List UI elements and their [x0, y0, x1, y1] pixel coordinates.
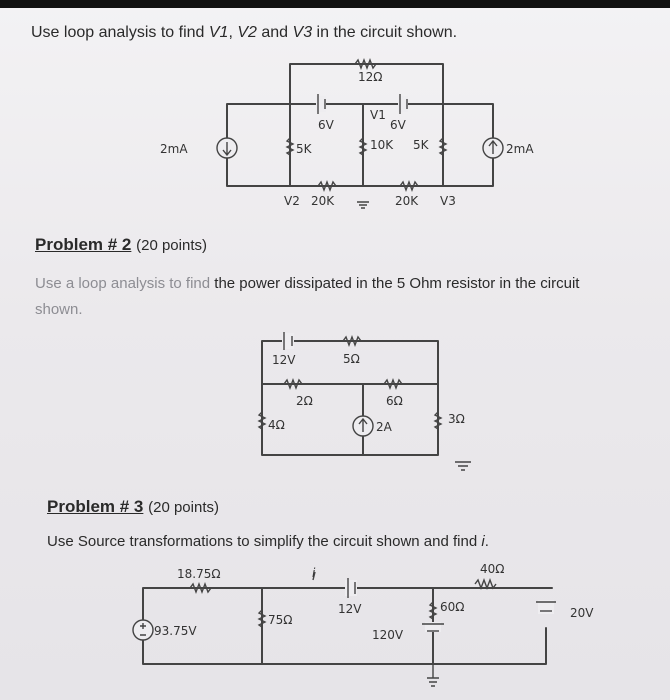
battery-20v: [536, 600, 556, 614]
var-i: i: [481, 533, 485, 550]
circuit-3-wires: [143, 588, 552, 664]
label-93-75v: 93.75V: [154, 624, 197, 638]
prompt-text: ,: [228, 24, 238, 41]
label-i: i: [312, 566, 316, 580]
label-v1: V1: [370, 108, 386, 122]
problem3-text: Use Source transformations to simplify the circuit shown and find: [47, 533, 482, 550]
label-18-75-ohm: 18.75Ω: [177, 567, 221, 581]
label-5k-right: 5K: [413, 138, 429, 152]
label-5k-left: 5K: [296, 142, 312, 156]
label-v2: V2: [284, 194, 300, 208]
label-5-ohm: 5Ω: [343, 352, 360, 366]
prompt-text: and: [256, 24, 293, 41]
prompt-text: in the circuit shown.: [312, 24, 458, 41]
problem2-points: (20 points): [136, 237, 207, 254]
problem2-title: Problem # 2: [35, 235, 132, 254]
problem3-points: (20 points): [148, 499, 219, 516]
voltage-source-93-75v: [133, 620, 153, 640]
label-12v: 12V: [272, 353, 296, 367]
var-v3: V3: [292, 24, 313, 41]
problem3-title: Problem # 3: [47, 497, 144, 516]
var-v1: V1: [208, 24, 229, 41]
label-4-ohm: 4Ω: [268, 418, 285, 432]
ground-symbol-3: [427, 664, 439, 686]
label-12v-p3: 12V: [338, 602, 362, 616]
label-3-ohm: 3Ω: [448, 412, 465, 426]
prompt-text: Use loop analysis to find: [31, 24, 209, 41]
problem2-text-end: shown.: [35, 301, 83, 318]
label-60-ohm: 60Ω: [440, 600, 465, 614]
resistor-40-ohm: [475, 580, 496, 588]
battery-120v: [422, 622, 444, 632]
label-2-ohm: 2Ω: [296, 394, 313, 408]
label-6v-left: 6V: [318, 118, 334, 132]
problem2-text: the power dissipated in the 5 Ohm resistor in the circuit: [210, 275, 580, 292]
label-75-ohm: 75Ω: [268, 613, 293, 627]
battery-12v-p3: [345, 578, 357, 598]
label-20k-right: 20K: [395, 194, 419, 208]
problem2-faded-text: Use a loop analysis to find: [35, 275, 211, 292]
label-v3: V3: [440, 194, 456, 208]
label-20v: 20V: [570, 606, 594, 620]
var-v2: V2: [237, 24, 257, 41]
label-6-ohm: 6Ω: [386, 394, 403, 408]
label-2ma-right: 2mA: [506, 142, 534, 156]
label-6v-mid: 6V: [390, 118, 406, 132]
label-2ma-left: 2mA: [160, 142, 188, 156]
label-2a: 2A: [376, 420, 392, 434]
problem3-text-end: .: [484, 533, 489, 550]
label-120v: 120V: [372, 628, 404, 642]
label-10k: 10K: [370, 138, 394, 152]
label-40-ohm: 40Ω: [480, 562, 505, 576]
label-12-ohm: 12Ω: [358, 70, 383, 84]
label-20k-left: 20K: [311, 194, 335, 208]
